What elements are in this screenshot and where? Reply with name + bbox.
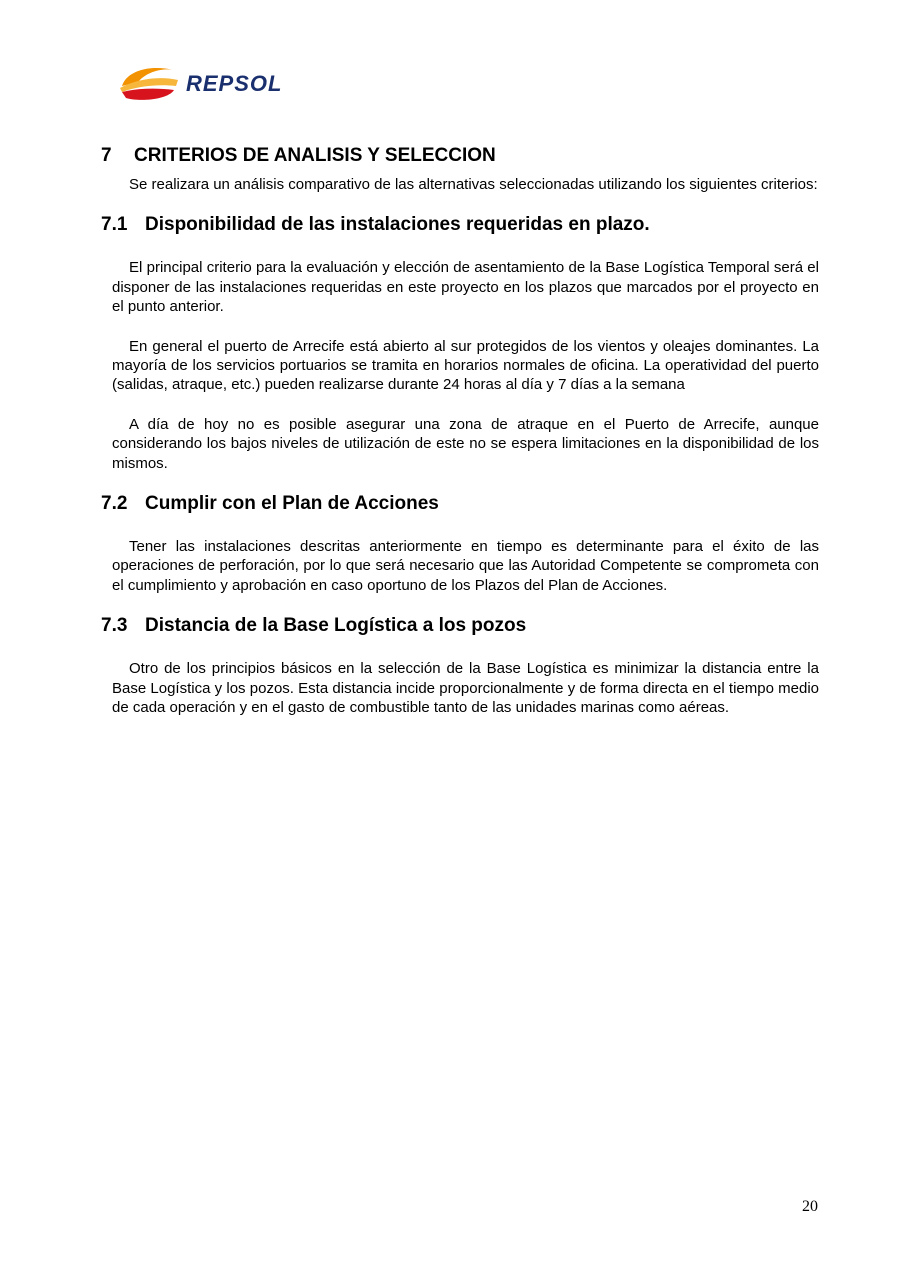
paragraph: A día de hoy no es posible asegurar una zona de atraque en el Puerto de Arrecife, aunque considerando los bajos niveles de utilización de este no se espera limitaciones en la disponibilidad de los mismos.: [112, 415, 819, 472]
section-7-heading: [101, 143, 819, 169]
document-body: [101, 143, 819, 718]
section-number: 7.2: [101, 493, 128, 515]
section-number: 7.1: [101, 214, 128, 236]
paragraph: Se realizara un análisis comparativo de las alternativas seleccionadas utilizando los siguientes criterios:: [129, 176, 818, 193]
section-7-1-heading: [101, 212, 819, 238]
repsol-flame-icon: [118, 64, 180, 104]
paragraph: En general el puerto de Arrecife está abierto al sur protegidos de los vientos y oleajes dominantes. La mayoría de los servicios portuarios se tramita en horarios normales de oficina. La operatividad del puerto (salidas, atraque, etc.) pueden realizarse durante 24 horas al día y 7 días a la semana: [112, 337, 819, 394]
paragraph: Otro de los principios básicos en la selección de la Base Logística es minimizar la distancia entre la Base Logística y los pozos. Esta distancia incide proporcionalmente y de forma directa en el tiempo medio de cada operación y en el gasto de combustible tanto de las unidades marinas como aéreas.: [112, 660, 819, 717]
paragraph: El principal criterio para la evaluación y elección de asentamiento de la Base Logística Temporal será el disponer de las instalaciones requeridas en este proyecto en los plazos que marcados por el proyecto en el punto anterior.: [112, 259, 819, 316]
repsol-logo: [118, 64, 318, 104]
page-number: 20: [802, 1198, 818, 1215]
section-title: CRITERIOS DE ANALISIS Y SELECCION: [134, 145, 496, 166]
paragraph: Tener las instalaciones descritas anteriormente en tiempo es determinante para el éxito de las operaciones de perforación, por lo que será necesario que las Autoridad Competente se comprometa con el cumplimiento y aprobación en caso oportuno de los Plazos del Plan de Acciones.: [112, 538, 819, 594]
section-title: Cumplir con el Plan de Acciones: [145, 493, 439, 515]
section-7-2-heading: [101, 491, 819, 517]
brand-name: REPSOL: [186, 71, 283, 96]
section-7-3-heading: [101, 613, 819, 639]
section-number: 7: [101, 145, 112, 166]
section-title: Distancia de la Base Logística a los pozos: [145, 615, 527, 637]
section-number: 7.3: [101, 615, 128, 637]
section-title: Disponibilidad de las instalaciones requeridas en plazo.: [145, 214, 650, 236]
